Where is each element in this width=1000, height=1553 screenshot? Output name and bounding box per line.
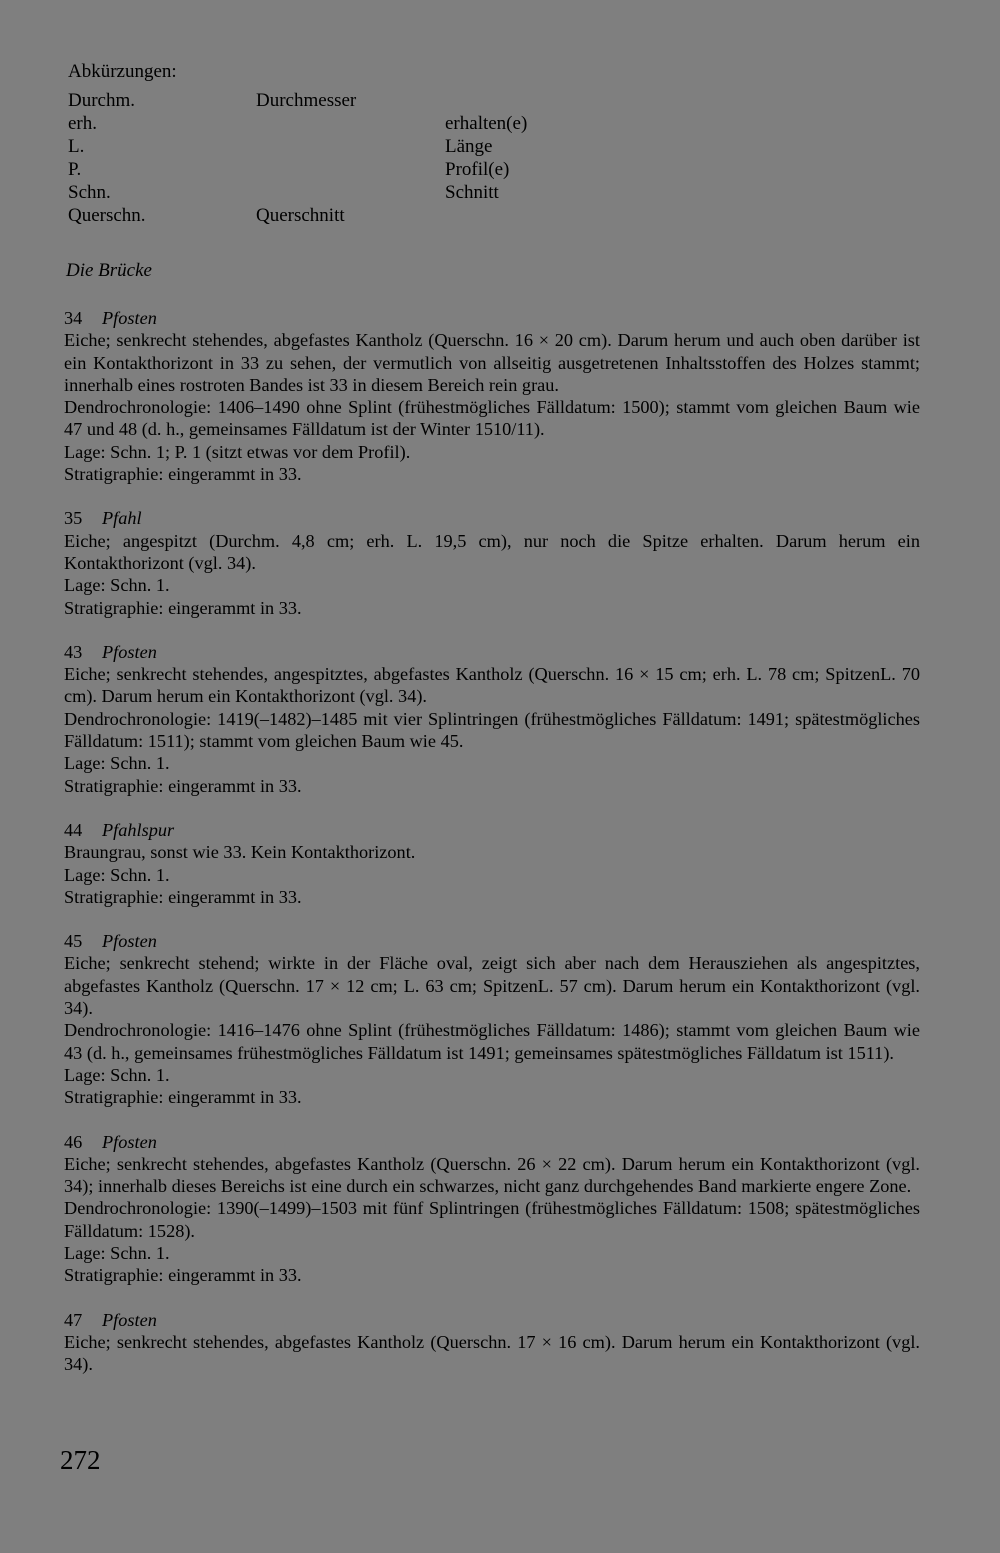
entry-number: 43 bbox=[64, 641, 83, 662]
entry-number: 46 bbox=[64, 1131, 83, 1152]
catalog-entry bbox=[64, 641, 920, 797]
entry-text: Lage: Schn. 1. bbox=[64, 1242, 170, 1263]
entry-number: 47 bbox=[64, 1309, 83, 1330]
entry-text: Eiche; senkrecht stehendes, abgefastes Kantholz (Querschn. 16 × 20 cm). Darum herum und auch oben darüber ist ein Kontakthorizont in 33 zu sehen, der vermutlich von allseitig ausgetretenen Inhaltsstoffen des Holzes stammt; innerhalb eines rostroten Bandes ist 33 in diesem Bereich rein grau. bbox=[64, 330, 920, 395]
entry-text: Eiche; senkrecht stehend; wirkte in der Fläche oval, zeigt sich aber nach dem Herausziehen als angespitztes, abgefastes Kantholz (Querschn. 17 × 12 cm; L. 63 cm; SpitzenL. 57 cm). Darum herum ein Kontakthorizont (vgl. 34). bbox=[64, 953, 920, 1019]
abbreviation-row bbox=[68, 204, 948, 228]
entry-heading bbox=[64, 930, 920, 952]
entry-number: 35 bbox=[64, 508, 83, 529]
entry-number: 34 bbox=[64, 308, 83, 328]
entry-heading bbox=[64, 1131, 920, 1153]
abbreviation-key: Querschn. bbox=[68, 205, 146, 226]
entry-text: Stratigraphie: eingerammt in 33. bbox=[64, 775, 302, 796]
entry-text: Lage: Schn. 1. bbox=[64, 1064, 170, 1085]
abbreviation-meaning: erhalten(e) bbox=[445, 113, 528, 134]
entry-heading bbox=[64, 819, 920, 841]
catalog-entry bbox=[64, 1309, 920, 1376]
abbreviation-row bbox=[68, 158, 948, 182]
entry-number: 45 bbox=[64, 931, 83, 952]
entry-text: Eiche; angespitzt (Durchm. 4,8 cm; erh. L. 19,5 cm), nur noch die Spitze erhalten. Darum herum ein Kontakthorizont (vgl. 34). bbox=[64, 530, 920, 573]
entry-text: Dendrochronologie: 1406–1490 ohne Splint (frühestmögliches Fälldatum: 1500); stammt vom gleichen Baum wie 47 und 48 (d. h., gemeinsames Fälldatum ist der Winter 1510/11). bbox=[64, 397, 920, 440]
entry-heading bbox=[64, 307, 920, 329]
catalog-entry bbox=[64, 307, 920, 485]
catalog-entry bbox=[64, 930, 920, 1108]
abbreviation-meaning: Durchmesser bbox=[256, 90, 357, 111]
catalog-entry bbox=[64, 819, 920, 908]
entry-text: Eiche; senkrecht stehendes, abgefastes Kantholz (Querschn. 17 × 16 cm). Darum herum ein Kontakthorizont (vgl. 34). bbox=[64, 1331, 920, 1375]
entry-name: Pfosten bbox=[102, 1309, 157, 1330]
abbreviation-row bbox=[68, 112, 948, 136]
entry-name: Pfosten bbox=[102, 308, 157, 328]
entry-text: Dendrochronologie: 1416–1476 ohne Splint (frühestmögliches Fälldatum: 1486); stammt vom gleichen Baum wie 43 (d. h., gemeinsames frühestmögliches Fälldatum ist 1491; gemeinsames spätestmögliches Fälldatum ist 1511). bbox=[64, 1020, 920, 1063]
entry-text: Eiche; senkrecht stehendes, angespitztes, abgefastes Kantholz (Querschn. 16 × 15 cm; erh. L. 78 cm; SpitzenL. 70 cm). Darum herum ein Kontakthorizont (vgl. 34). bbox=[64, 664, 920, 707]
abbreviation-meaning: Querschnitt bbox=[256, 205, 345, 226]
entry-text: Lage: Schn. 1; P. 1 (sitzt etwas vor dem Profil). bbox=[64, 441, 411, 462]
entry-name: Pfahl bbox=[102, 508, 142, 529]
entry-name: Pfosten bbox=[102, 641, 157, 662]
abbreviation-meaning: Länge bbox=[445, 136, 493, 157]
entry-text: Stratigraphie: eingerammt in 33. bbox=[64, 1087, 302, 1108]
entry-text: Dendrochronologie: 1419(–1482)–1485 mit vier Splintringen (frühestmögliches Fälldatum: 1491; spätestmögliches Fälldatum: 1511); stammt vom gleichen Baum wie 45. bbox=[64, 708, 920, 752]
catalog-entry bbox=[64, 507, 920, 618]
entry-text: Lage: Schn. 1. bbox=[64, 864, 170, 885]
entry-text: Braungrau, sonst wie 33. Kein Kontakthorizont. bbox=[64, 842, 416, 863]
abbreviations-title: Abkürzungen: bbox=[68, 61, 177, 82]
entry-text: Stratigraphie: eingerammt in 33. bbox=[64, 464, 302, 485]
entry-text: Dendrochronologie: 1390(–1499)–1503 mit fünf Splintringen (frühestmögliches Fälldatum: 1508; spätestmögliches Fälldatum: 1528). bbox=[64, 1198, 920, 1241]
abbreviation-key: erh. bbox=[68, 113, 98, 134]
entry-name: Pfosten bbox=[102, 1131, 157, 1152]
entry-heading bbox=[64, 507, 920, 529]
entry-text: Lage: Schn. 1. bbox=[64, 753, 170, 774]
entry-name: Pfahlspur bbox=[102, 819, 175, 840]
abbreviation-row bbox=[68, 135, 948, 159]
entry-name: Pfosten bbox=[102, 931, 157, 952]
abbreviation-row bbox=[68, 181, 948, 205]
entry-text: Stratigraphie: eingerammt in 33. bbox=[64, 597, 302, 618]
entry-text: Lage: Schn. 1. bbox=[64, 575, 170, 596]
abbreviation-row bbox=[68, 89, 948, 113]
section-title: Die Brücke bbox=[66, 260, 152, 281]
abbreviation-key: Durchm. bbox=[68, 90, 136, 111]
abbreviation-key: Schn. bbox=[68, 182, 111, 203]
entry-text: Stratigraphie: eingerammt in 33. bbox=[64, 1265, 302, 1286]
entry-number: 44 bbox=[64, 819, 83, 840]
abbreviation-key: P. bbox=[68, 159, 82, 180]
catalog-entries bbox=[64, 307, 920, 1397]
entry-heading bbox=[64, 641, 920, 663]
entry-text: Eiche; senkrecht stehendes, abgefastes Kantholz (Querschn. 26 × 22 cm). Darum herum ein Kontakthorizont (vgl. 34); innerhalb dieses Bereichs ist eine durch ein schwarzes, nicht ganz durchgehendes Band markierte engere Zone. bbox=[64, 1153, 920, 1197]
entry-text: Stratigraphie: eingerammt in 33. bbox=[64, 886, 302, 907]
abbreviation-key: L. bbox=[68, 136, 85, 157]
page-number: 272 bbox=[60, 1445, 101, 1475]
abbreviation-meaning: Profil(e) bbox=[445, 159, 510, 180]
catalog-entry bbox=[64, 1131, 920, 1287]
abbreviation-meaning: Schnitt bbox=[445, 182, 499, 203]
entry-heading bbox=[64, 1309, 920, 1331]
